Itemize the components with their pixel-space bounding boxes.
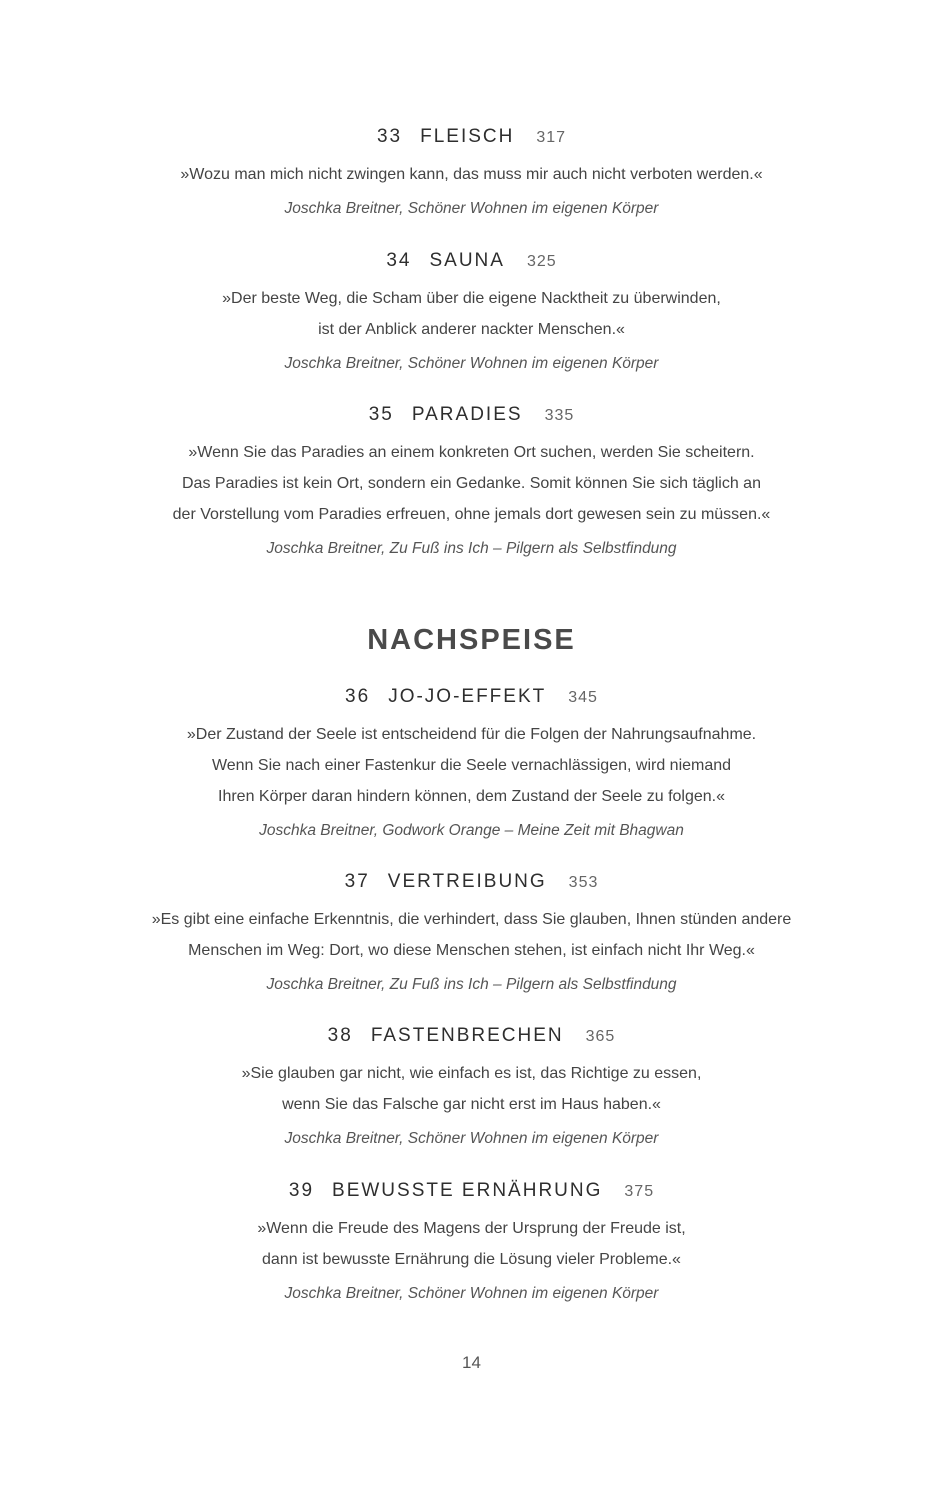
toc-entry-jo-jo-effekt (0, 683, 943, 846)
quote-source: Joschka Breitner, Godwork Orange – Meine Zeit mit Bhagwan (259, 822, 684, 839)
quote-line: »Der beste Weg, die Scham über die eigene Nacktheit zu überwinden, (222, 290, 721, 307)
chapter-title: FASTENBRECHEN (370, 1025, 564, 1046)
toc-entry-fleisch (0, 123, 943, 224)
page-number: 335 (544, 407, 575, 424)
chapter-number: 34 (386, 250, 412, 271)
chapter-title: VERTREIBUNG (387, 871, 547, 892)
chapter-quote (0, 719, 943, 812)
chapter-number: 35 (368, 404, 394, 425)
entry-heading (0, 1022, 943, 1050)
page-number: 325 (526, 253, 557, 270)
section-title: NACHSPEISE (367, 624, 576, 656)
entry-heading (0, 247, 943, 275)
page-folio: 14 (462, 1353, 481, 1372)
chapter-title: BEWUSSTE ERNÄHRUNG (332, 1180, 603, 1201)
toc-entry-sauna (0, 247, 943, 379)
page-number: 365 (585, 1028, 616, 1045)
chapter-quote (0, 1213, 943, 1275)
page-number: 375 (624, 1183, 655, 1200)
toc-entry-bewusste-ernaehrung (0, 1177, 943, 1309)
quote-line: »Wenn die Freude des Magens der Ursprung der Freude ist, (257, 1220, 686, 1237)
chapter-number: 38 (327, 1025, 353, 1046)
quote-source: Joschka Breitner, Schöner Wohnen im eigenen Körper (284, 1285, 659, 1302)
chapter-number: 33 (376, 126, 403, 147)
entry-heading (0, 868, 943, 896)
quote-source: Joschka Breitner, Schöner Wohnen im eigenen Körper (284, 200, 659, 217)
chapter-title: SAUNA (429, 250, 505, 271)
toc-entry-vertreibung (0, 868, 943, 1000)
chapter-title: JO-JO-EFFEKT (388, 686, 547, 707)
chapter-quote (0, 159, 943, 190)
quote-source: Joschka Breitner, Schöner Wohnen im eigenen Körper (284, 1130, 659, 1147)
chapter-title: FLEISCH (420, 126, 515, 147)
quote-source: Joschka Breitner, Zu Fuß ins Ich – Pilgern als Selbstfindung (266, 540, 677, 557)
quote-line: der Vorstellung vom Paradies erfreuen, ohne jemals dort gewesen sein zu müssen.« (172, 506, 771, 523)
entry-heading (0, 683, 943, 711)
quote-line: Ihren Körper daran hindern können, dem Zustand der Seele zu folgen.« (218, 788, 725, 805)
chapter-quote (0, 283, 943, 345)
quote-line: »Sie glauben gar nicht, wie einfach es ist, das Richtige zu essen, (241, 1065, 702, 1082)
quote-line: ist der Anblick anderer nackter Menschen.« (318, 321, 625, 338)
quote-line: »Wozu man mich nicht zwingen kann, das muss mir auch nicht verboten werden.« (180, 166, 763, 183)
chapter-quote (0, 437, 943, 530)
chapter-number: 39 (288, 1180, 315, 1201)
quote-source: Joschka Breitner, Zu Fuß ins Ich – Pilgern als Selbstfindung (266, 976, 677, 993)
toc-entry-fastenbrechen (0, 1022, 943, 1154)
chapter-number: 36 (345, 686, 371, 707)
chapter-quote (0, 904, 943, 966)
chapter-title: PARADIES (411, 404, 523, 425)
quote-line: »Wenn Sie das Paradies an einem konkreten Ort suchen, werden Sie scheitern. (188, 444, 755, 461)
quote-source: Joschka Breitner, Schöner Wohnen im eigenen Körper (284, 355, 659, 372)
entry-heading (0, 1177, 943, 1205)
quote-line: »Es gibt eine einfache Erkenntnis, die verhindert, dass Sie glauben, Ihnen stünden andere (151, 911, 792, 928)
entry-heading (0, 401, 943, 429)
quote-line: Wenn Sie nach einer Fastenkur die Seele vernachlässigen, wird niemand (211, 757, 732, 774)
page-number: 317 (536, 129, 567, 146)
chapter-number: 37 (344, 871, 370, 892)
quote-line: dann ist bewusste Ernährung die Lösung vieler Probleme.« (262, 1251, 681, 1268)
chapter-quote (0, 1058, 943, 1120)
quote-line: wenn Sie das Falsche gar nicht erst im Haus haben.« (282, 1096, 661, 1113)
quote-line: Das Paradies ist kein Ort, sondern ein Gedanke. Somit können Sie sich täglich an (182, 475, 761, 492)
page-number: 345 (568, 689, 598, 706)
quote-line: Menschen im Weg: Dort, wo diese Menschen stehen, ist einfach nicht Ihr Weg.« (188, 942, 755, 959)
page-number: 353 (568, 874, 599, 891)
quote-line: »Der Zustand der Seele ist entscheidend für die Folgen der Nahrungsaufnahme. (186, 726, 757, 743)
entry-heading (0, 123, 943, 151)
toc-entry-paradies (0, 401, 943, 564)
